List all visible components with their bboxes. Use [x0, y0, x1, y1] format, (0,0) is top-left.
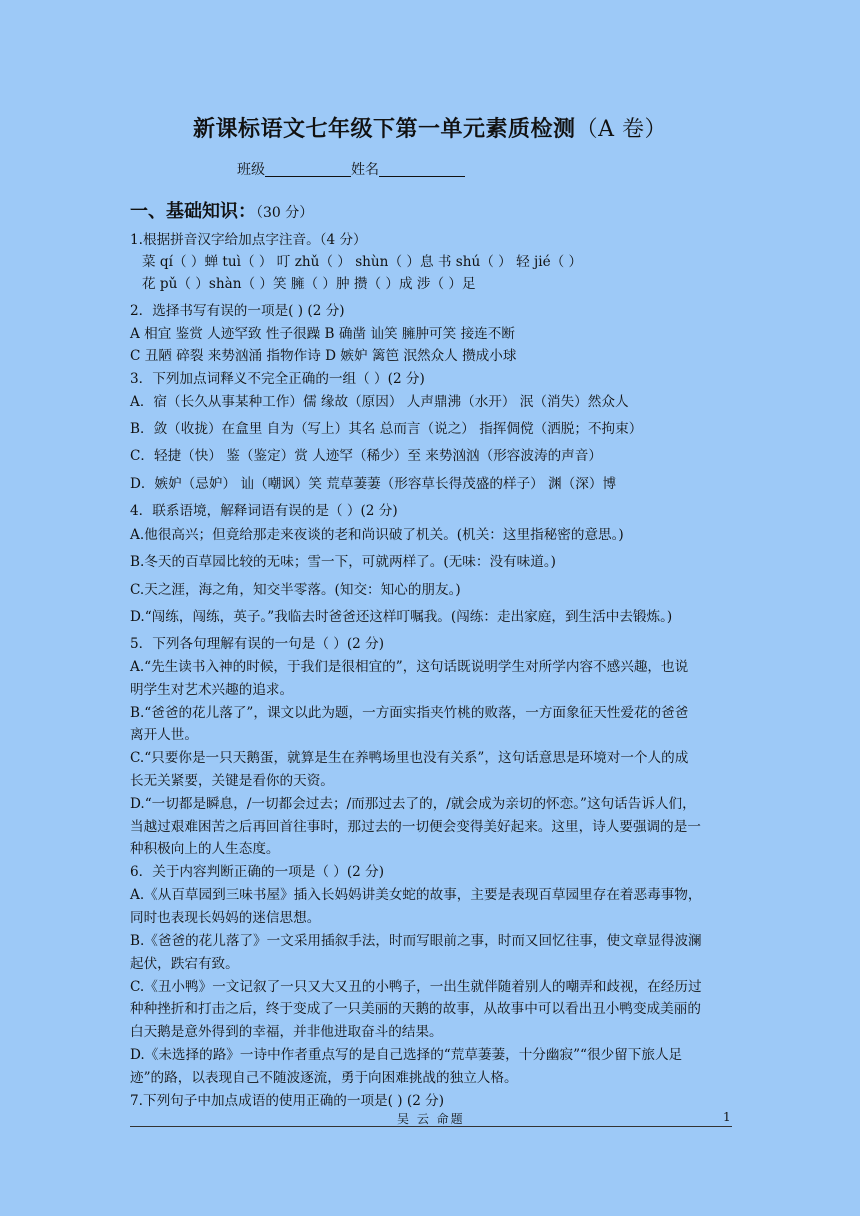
text-line: A.他很高兴；但竟给那走来夜谈的老和尚识破了机关。(机关：这里指秘密的意思。) [130, 527, 624, 543]
text-line: C 丑陋 碎裂 来势汹涌 指物作诗 D 嫉妒 篱笆 泯然众人 攒成小球 [130, 348, 517, 364]
text-line: 白天鹅是意外得到的幸福，并非他进取奋斗的结果。 [130, 1024, 443, 1040]
text-line: 离开人世。 [130, 727, 198, 743]
text-line: C.“只要你是一只天鹅蛋，就算是生在养鸭场里也没有关系”，这句话意思是环境对一个人的成 [130, 750, 689, 766]
title-main: 新课标语文七年级下第一单元素质检测 [193, 116, 576, 142]
text-line: 起伏，跌宕有致。 [130, 956, 239, 972]
text-line: 迹”的路，以表现自己不随波逐流，勇于向困难挑战的独立人格。 [130, 1070, 518, 1086]
text-line: C．轻捷（快） 鉴（鉴定）赏 人迹罕（稀少）至 来势汹汹（形容波涛的声音） [130, 448, 602, 464]
section-score: （30 分） [256, 205, 314, 221]
text-line: D.“闯练，闯练，英子。”我临去时爸爸还这样叮嘱我。(闯练：走出家庭，到生活中去锻炼。) [130, 609, 673, 625]
text-line: B.冬天的百草园比较的无味；雪一下，可就两样了。(无味：没有味道。) [130, 554, 556, 570]
text-line: D．嫉妒（忌妒） 讪（嘲讽）笑 荒草萋萋（形容草长得茂盛的样子） 渊（深）博 [130, 476, 617, 492]
text-line: B.“爸爸的花儿落了”，课文以此为题，一方面实指夹竹桃的败落，一方面象征天性爱花的爸爸 [130, 705, 689, 721]
footer-divider [130, 1126, 732, 1127]
text-line: A 相宜 鉴赏 人迹罕致 性子很躁 B 确凿 讪笑 臃肿可笑 接连不断 [130, 326, 515, 342]
title-suffix: （A 卷） [575, 117, 667, 142]
text-line: 2．选择书写有误的一项是( ) (2 分) [130, 303, 345, 319]
text-line: A.《从百草园到三味书屋》插入长妈妈讲美女蛇的故事，主要是表现百草园里存在着恶毒事物， [130, 887, 702, 903]
text-line: 明学生对艺术兴趣的追求。 [130, 682, 294, 698]
text-line: 菜 qí（ ）蝉 tuì（ ） 叮 zhǔ（ ） shùn（ ）息 书 shú（ ） 轻 jié（ ） [142, 254, 583, 270]
page-title [0, 112, 860, 143]
text-line: A.“先生读书入神的时候，于我们是很相宜的”，这句话既说明学生对所学内容不感兴趣，也说 [130, 659, 689, 675]
text-line: C.天之涯，海之角，知交半零落。(知交：知心的朋友。) [130, 582, 461, 598]
text-line: B．敛（收拢）在盒里 自为（写上）其名 总而言（说之） 指挥倜傥（洒脱；不拘束） [130, 421, 643, 437]
section-heading [130, 197, 313, 223]
text-line: C.《丑小鸭》一文记叙了一只又大又丑的小鸭子，一出生就伴随着别人的嘲弄和歧视，在经历过 [130, 979, 702, 995]
text-line: 4．联系语境，解释词语有误的是（ ）(2 分) [130, 503, 398, 519]
text-line: 7.下列句子中加点成语的使用正确的一项是( ) (2 分) [130, 1093, 445, 1109]
section-title: 一、基础知识： [130, 201, 256, 222]
text-line: B.《爸爸的花儿落了》一文采用插叙手法，时而写眼前之事，时而又回忆往事，使文章显得波澜 [130, 933, 702, 949]
text-line: D.《未选择的路》一诗中作者重点写的是自己选择的“荒草萋萋，十分幽寂”“很少留下旅人足 [130, 1047, 683, 1063]
text-line: 种积极向上的人生态度。 [130, 841, 280, 857]
name-label: 姓名 [351, 162, 379, 178]
text-line: D.“一切都是瞬息，/一切都会过去；/而那过去了的，/就会成为亲切的怀恋。”这句话告诉人们， [130, 796, 696, 812]
text-line: 1.根据拼音汉字给加点字注音。（4 分） [130, 232, 367, 248]
page-number: 1 [723, 1110, 731, 1124]
text-line: 花 pǔ（ ）shàn（ ）笑 臃（ ）肿 攒（ ）成 涉（ ）足 [142, 276, 476, 292]
text-line: 同时也表现长妈妈的迷信思想。 [130, 910, 321, 926]
text-line: 6．关于内容判断正确的一项是（ ）(2 分) [130, 864, 385, 880]
text-line: 种种挫折和打击之后，终于变成了一只美丽的天鹅的故事，从故事中可以看出丑小鸭变成美丽的 [130, 1001, 701, 1017]
text-line: 5．下列各句理解有误的一句是（ ）(2 分) [130, 636, 385, 652]
footer-author: 吴 云 命题 [397, 1112, 465, 1126]
text-line: 当越过艰难困苦之后再回首往事时，那过去的一切便会变得美好起来。这里，诗人要强调的是一 [130, 819, 701, 835]
name-blank[interactable] [379, 162, 465, 177]
text-line: 长无关紧要，关键是看你的天资。 [130, 773, 334, 789]
name-line [237, 159, 465, 179]
text-line: 3．下列加点词释义不完全正确的一组（ ）(2 分) [130, 371, 425, 387]
text-line: A．宿（长久从事某种工作）儒 缘故（原因） 人声鼎沸（水开） 泯（消失）然众人 [130, 394, 629, 410]
class-label: 班级 [237, 162, 265, 178]
class-blank[interactable] [265, 162, 351, 177]
